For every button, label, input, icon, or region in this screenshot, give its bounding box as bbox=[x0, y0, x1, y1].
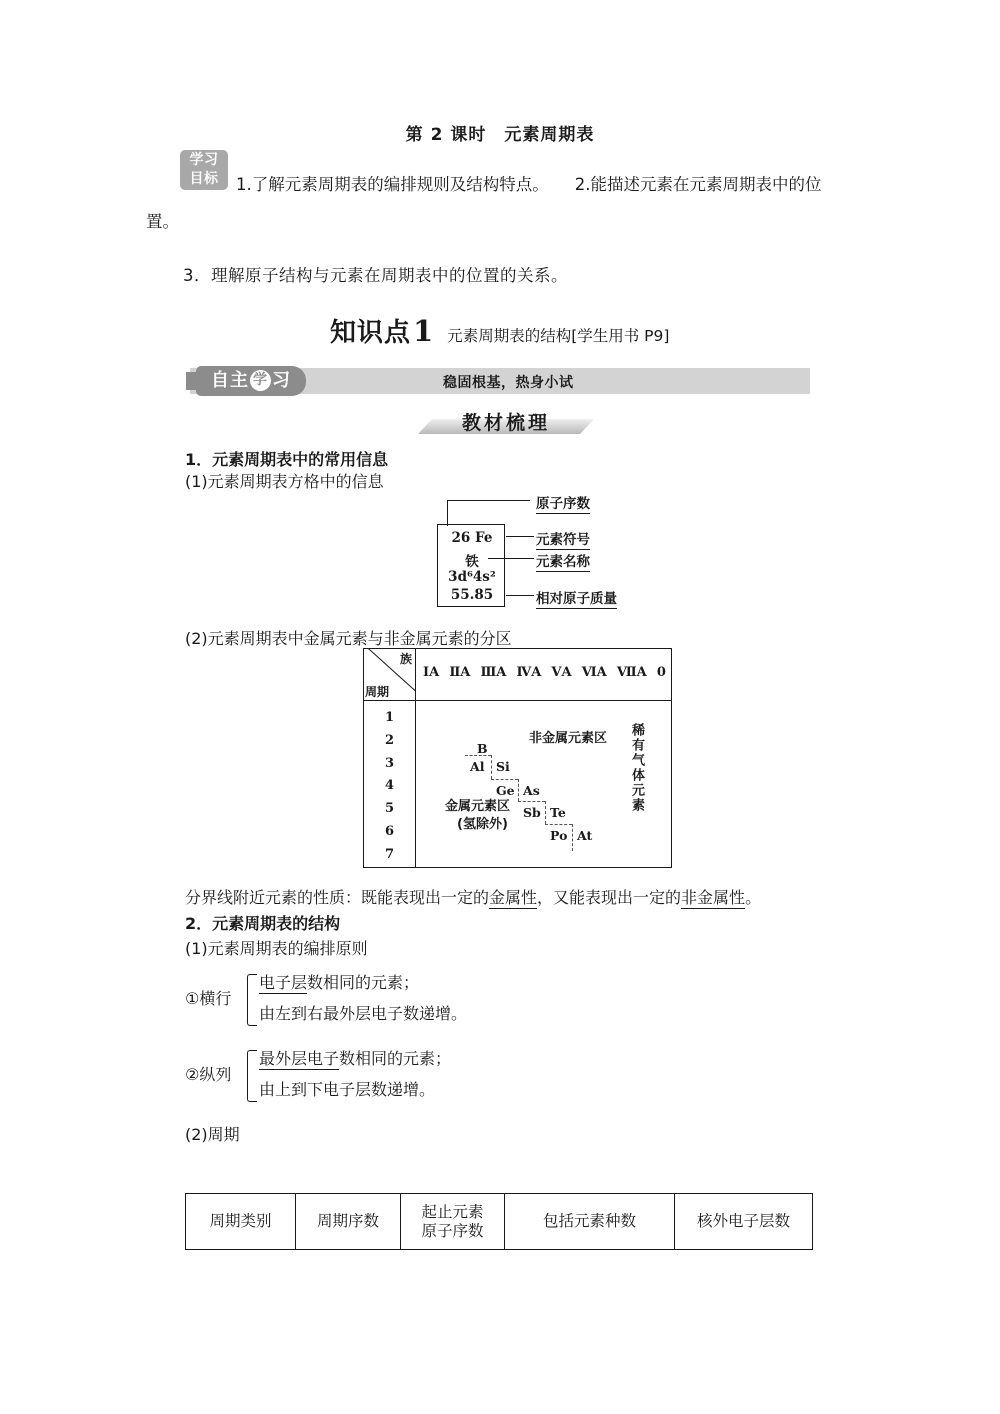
objective-item-1: 1.了解元素周期表的编排规则及结构特点。 bbox=[236, 175, 549, 194]
period-number-3: 3 bbox=[384, 755, 395, 771]
knowledge-point-subtitle: 元素周期表的结构[学生用书 P9] bbox=[447, 327, 670, 345]
element-atomic-number-symbol: 26 Fe bbox=[451, 530, 493, 546]
period-number-2: 2 bbox=[384, 732, 395, 748]
leader-line-atomic-number-vertical bbox=[447, 500, 448, 526]
ribbon-label: 教材梳理 bbox=[461, 412, 550, 434]
banner-slogan: 稳固根基，热身小试 bbox=[443, 375, 574, 391]
leader-line-symbol bbox=[506, 536, 534, 537]
self-study-tag-circle: 学 bbox=[250, 370, 271, 391]
objective-item-3: 3．理解原子结构与元素在周期表中的位置的关系。 bbox=[183, 266, 568, 285]
table-header-shell-count: 核外电子层数 bbox=[696, 1212, 790, 1230]
group-label-1: ⅡA bbox=[449, 665, 471, 680]
table-header-atomic-number-range-line-2: 原子序数 bbox=[421, 1221, 484, 1240]
arrangement-columns-line-1-rest: 数相同的元素； bbox=[339, 1049, 452, 1068]
staircase-segment-1 bbox=[465, 755, 491, 756]
arrangement-rows-line-1-rest: 数相同的元素； bbox=[307, 973, 420, 992]
boundary-note-metallic: 金属性 bbox=[489, 888, 538, 907]
group-header-labels bbox=[418, 665, 671, 680]
leader-line-mass bbox=[506, 595, 534, 596]
boundary-element-Al: Al bbox=[470, 759, 485, 774]
self-study-tag-a: 自主 bbox=[211, 370, 249, 391]
knowledge-point-number: 1 bbox=[413, 314, 434, 348]
arrangement-columns-brace bbox=[247, 1050, 257, 1102]
corner-period-label: 周期 bbox=[365, 685, 390, 699]
boundary-element-At: At bbox=[577, 828, 593, 843]
boundary-note-part-e: 。 bbox=[745, 888, 762, 907]
boundary-element-Sb: Sb bbox=[523, 805, 541, 820]
section-2-sub-1: (1)元素周期表的编排原则 bbox=[185, 939, 368, 958]
metal-nonmetal-region-diagram bbox=[363, 648, 672, 868]
boundary-note-nonmetallic: 非金属性 bbox=[681, 888, 746, 907]
label-relative-mass: 相对原子质量 bbox=[536, 587, 617, 609]
period-structure-table bbox=[185, 1193, 813, 1250]
arrangement-columns-label: ②纵列 bbox=[185, 1065, 232, 1084]
boundary-element-B: B bbox=[477, 741, 488, 756]
period-number-6: 6 bbox=[384, 823, 395, 839]
element-cell-box bbox=[437, 524, 505, 607]
knowledge-point-title: 知识点 bbox=[330, 318, 412, 348]
element-name-cn: 铁 bbox=[465, 554, 479, 570]
period-number-1: 1 bbox=[384, 710, 395, 725]
boundary-note-part-a: 分界线附近元素的性质：既能表现出一定的 bbox=[185, 888, 490, 907]
arrangement-rows-line-1-underlined: 电子层 bbox=[259, 973, 308, 992]
table-header-element-count: 包括元素种数 bbox=[505, 1194, 675, 1249]
period-number-column bbox=[364, 701, 416, 867]
element-configuration: 3d⁶4s² bbox=[448, 569, 496, 585]
arrangement-columns-line-1 bbox=[259, 1046, 451, 1069]
label-metal-region-note: (氢除外) bbox=[457, 817, 508, 832]
badge-line-2: 目标 bbox=[189, 171, 219, 187]
label-element-name: 元素名称 bbox=[536, 550, 590, 572]
period-number-4: 4 bbox=[384, 778, 395, 794]
leader-line-atomic-number-horizontal bbox=[447, 500, 530, 501]
boundary-element-As: As bbox=[523, 783, 540, 798]
period-number-5: 5 bbox=[384, 801, 395, 817]
section-1-sub-1: (1)元素周期表方格中的信息 bbox=[185, 472, 384, 491]
table-header-period-type: 周期类别 bbox=[186, 1194, 296, 1249]
objective-item-2-continuation: 置。 bbox=[146, 212, 179, 231]
boundary-note-part-c: ，又能表现出一定的 bbox=[537, 888, 682, 907]
arrangement-rows-label: ①横行 bbox=[185, 989, 232, 1008]
learning-objective-badge bbox=[180, 150, 228, 190]
staircase-segment-6 bbox=[545, 801, 546, 824]
table-header-period-number: 周期序数 bbox=[296, 1194, 401, 1249]
group-label-3: ⅣA bbox=[516, 665, 542, 680]
leader-line-name bbox=[488, 558, 534, 559]
staircase-segment-2 bbox=[491, 755, 492, 779]
group-label-5: ⅥA bbox=[581, 665, 607, 680]
arrangement-rows-line-2: 由左到右最外层电子数递增。 bbox=[259, 1004, 468, 1023]
group-label-4: ⅤA bbox=[551, 665, 572, 680]
staircase-segment-4 bbox=[518, 779, 519, 801]
boundary-element-Ge: Ge bbox=[496, 783, 515, 798]
section-1-heading: 1．元素周期表中的常用信息 bbox=[185, 450, 389, 469]
objective-line-1 bbox=[236, 172, 866, 198]
table-header-atomic-number-range-line-1: 起止元素 bbox=[421, 1202, 484, 1221]
objective-item-2: 2.能描述元素在元素周期表中的位 bbox=[574, 175, 822, 194]
page-title: 第 2 课时 元素周期表 bbox=[405, 125, 595, 145]
corner-group-label: 族 bbox=[399, 652, 412, 666]
section-2-sub-2: (2)周期 bbox=[185, 1125, 240, 1144]
badge-line-1: 学习 bbox=[189, 152, 219, 168]
period-number-7: 7 bbox=[384, 846, 395, 862]
label-nonmetal-region: 非金属元素区 bbox=[529, 731, 608, 746]
table-header-atomic-number-range bbox=[401, 1194, 505, 1249]
element-cell-diagram bbox=[400, 488, 640, 618]
group-label-6: ⅦA bbox=[616, 665, 647, 680]
staircase-segment-8 bbox=[572, 824, 573, 851]
self-study-tag-b: 习 bbox=[272, 370, 291, 391]
label-metal-region: 金属元素区 bbox=[445, 799, 511, 814]
element-relative-mass: 55.85 bbox=[450, 587, 494, 603]
staircase-segment-7 bbox=[545, 824, 572, 825]
self-study-tag bbox=[196, 366, 306, 396]
arrangement-rows-brace bbox=[247, 974, 257, 1026]
section-2-heading: 2．元素周期表的结构 bbox=[185, 914, 341, 933]
label-noble-gas-region: 稀有气体元素 bbox=[629, 723, 644, 813]
arrangement-columns-line-1-underlined: 最外层电子 bbox=[259, 1049, 340, 1068]
group-label-2: ⅢA bbox=[480, 665, 507, 680]
boundary-element-Po: Po bbox=[550, 828, 568, 843]
label-element-symbol: 元素符号 bbox=[536, 528, 590, 550]
knowledge-point-heading bbox=[330, 312, 669, 349]
boundary-element-Te: Te bbox=[550, 805, 566, 820]
group-label-7: 0 bbox=[656, 665, 666, 680]
diagram-body bbox=[417, 701, 671, 867]
label-atomic-number: 原子序数 bbox=[536, 492, 590, 514]
diagram-corner-cell bbox=[364, 649, 416, 701]
boundary-element-Si: Si bbox=[496, 759, 510, 774]
arrangement-rows-line-1 bbox=[259, 970, 419, 993]
section-1-sub-2: (2)元素周期表中金属元素与非金属元素的分区 bbox=[185, 629, 512, 648]
group-label-0: ⅠA bbox=[423, 665, 440, 680]
banner-left-tip bbox=[186, 372, 196, 390]
arrangement-columns-line-2: 由上到下电子层数递增。 bbox=[259, 1080, 436, 1099]
staircase-segment-3 bbox=[491, 779, 518, 780]
boundary-property-note bbox=[185, 885, 761, 908]
staircase-segment-5 bbox=[518, 801, 545, 802]
textbook-review-ribbon bbox=[418, 408, 594, 436]
